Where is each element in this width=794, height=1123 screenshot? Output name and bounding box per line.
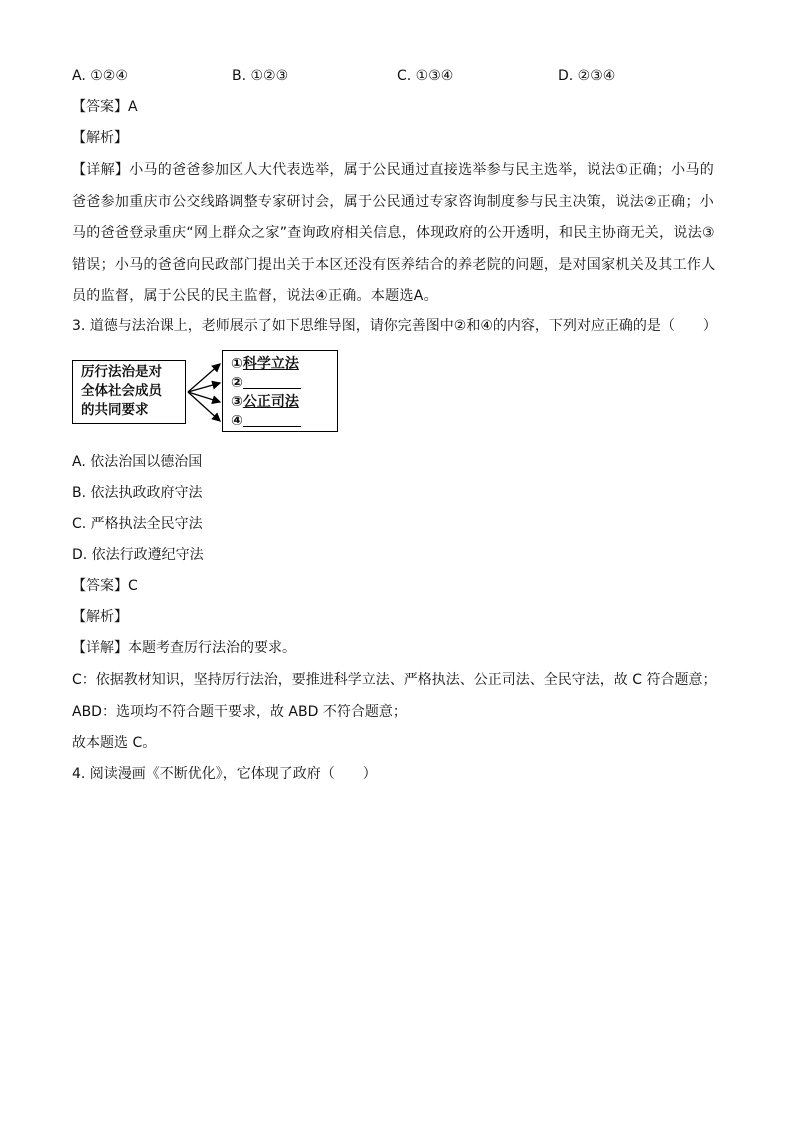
q3-analysis-label: 【解析】 <box>72 609 128 625</box>
branch-item-3 <box>231 393 299 411</box>
q2-answer: 【答案】A <box>72 99 138 115</box>
branch-item-1-num: ① <box>231 356 243 372</box>
center-line-2: 全体社会成员 <box>81 383 162 399</box>
q3-detail: 【详解】本题考查厉行法治的要求。 <box>72 640 296 656</box>
branch-item-4 <box>231 412 301 430</box>
q3-option-a: A. 依法治国以德治国 <box>72 454 203 470</box>
q2-analysis-label: 【解析】 <box>72 130 128 146</box>
q3-answer: 【答案】C <box>72 578 138 594</box>
center-line-1: 厉行法治是对 <box>81 364 162 380</box>
q2-option-a: A. ①②④ <box>72 68 128 84</box>
q2-option-b: B. ①②③ <box>232 68 289 84</box>
branch-item-2-blank <box>243 388 301 389</box>
center-line-3: 的共同要求 <box>81 402 149 418</box>
q3-option-c: C. 严格执法全民守法 <box>72 516 203 532</box>
q2-option-c: C. ①③④ <box>397 68 454 84</box>
q3-conclusion: 故本题选 C。 <box>72 735 157 751</box>
q3-option-c-explanation: C：依据教材知识，坚持厉行法治，要推进科学立法、严格执法、公正司法、全民守法，故 C 符合题意； <box>72 672 717 688</box>
q2-detail: 【详解】小马的爸爸参加区人大代表选举，属于公民通过直接选举参与民主选举，说法①正确；小马的爸爸参加重庆市公交线路调整专家研讨会，属于公民通过专家咨询制度参与民主决策，说法②正确；小马的爸爸登录重庆“网上群众之家”查询政府相关信息，体现政府的公开透明，和民主协商无关，说法③错误；小马的爸爸向民政部门提出关于本区还没有医养结合的养老院的问题，是对国家机关及其工作人员的监督，属于公民的民主监督，说法④正确。本题选A。 <box>72 162 716 304</box>
q3-option-abd-explanation: ABD：选项均不符合题干要求，故 ABD 不符合题意； <box>72 704 407 720</box>
branch-item-1-text: 科学立法 <box>242 356 299 372</box>
branch-item-4-blank <box>243 426 301 427</box>
mind-map-arrows <box>186 350 224 434</box>
branch-item-1 <box>231 355 299 373</box>
branch-item-3-text: 公正司法 <box>242 394 299 410</box>
q4-stem: 4. 阅读漫画《不断优化》，它体现了政府（ ） <box>72 766 377 782</box>
branch-item-2 <box>231 374 301 392</box>
branch-item-4-num: ④ <box>231 413 243 429</box>
branch-item-2-num: ② <box>231 375 243 391</box>
q3-option-b: B. 依法执政政府守法 <box>72 485 203 501</box>
q3-option-d: D. 依法行政遵纪守法 <box>72 547 204 563</box>
q3-stem: 3. 道德与法治课上，老师展示了如下思维导图，请你完善图中②和④的内容，下列对应正确的是（ ） <box>72 318 717 334</box>
branch-item-3-num: ③ <box>231 394 243 410</box>
mind-map-branch-box <box>222 350 338 432</box>
mind-map-diagram <box>72 350 340 434</box>
mind-map-center-box <box>72 360 186 424</box>
q2-option-d: D. ②③④ <box>558 68 616 84</box>
